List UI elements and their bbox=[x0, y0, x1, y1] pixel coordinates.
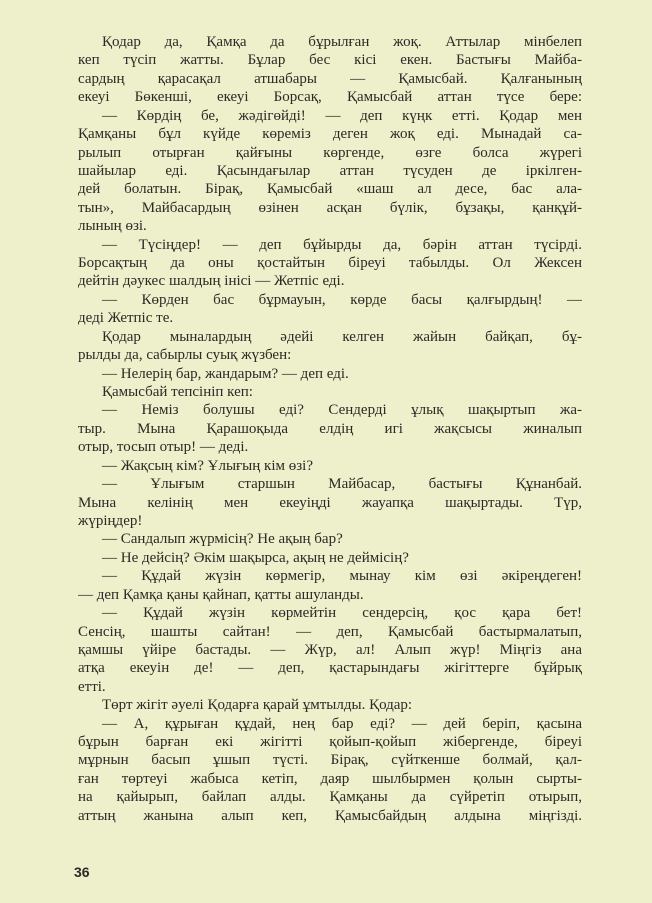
text-line: атқа екеуін де! — деп, қастарындағы жігіттерге бұйрық bbox=[78, 660, 582, 677]
text-line: рылып отырған қайғыны көргенде, өзге болса жүрегі bbox=[78, 144, 582, 161]
text-line: — Құдай жүзін көрмейтін сендерсің, қос қара бет! bbox=[102, 605, 582, 622]
text-line: — А, құрыған құдай, нең бар еді? — дей беріп, қасына bbox=[102, 715, 582, 732]
text-line: Борсақтың да оны қостайтын біреуі табылды. Ол Жексен bbox=[78, 255, 582, 272]
text-line: — Түсіңдер! — деп бұйырды да, бәрін аттан түсірді. bbox=[102, 236, 582, 253]
text-line: жүріңдер! bbox=[78, 512, 143, 529]
text-line: лының өзі. bbox=[78, 218, 147, 235]
text-line: дей болатын. Бірақ, Қамысбай «шаш ал десе, бас ала- bbox=[78, 181, 582, 198]
text-line: дейтін дәукес шалдың інісі — Жетпіс еді. bbox=[78, 273, 345, 290]
text-line: на қайырып, байлап алды. Қамқаны да сүйретіп отырып, bbox=[78, 789, 582, 806]
text-line: мұрнын басып ұшып түсті. Бірақ, сүйткенше болмай, қал- bbox=[78, 752, 582, 769]
text-line: тын», Майбасардың өзінен асқан бүлік, бұзақы, қанқұй- bbox=[78, 199, 582, 216]
page-number: 36 bbox=[74, 864, 90, 880]
text-line: — Көрден бас бұрмауын, көрде басы қалғырдың! — bbox=[102, 291, 582, 308]
text-line: ған төртеуі жабыса кетіп, даяр шылбырмен қолын сырты- bbox=[78, 770, 582, 787]
text-line: Қодар мыналардың әдейі келген жайын байқап, бұ- bbox=[102, 328, 582, 345]
text-line: отыр, тосып отыр! — деді. bbox=[78, 439, 249, 456]
text-line: — Не дейсің? Әкім шақырса, ақың не деймісің? bbox=[102, 549, 409, 566]
text-line: екеуі Бөкенші, екеуі Борсақ, Қамысбай аттан түсе бере: bbox=[78, 89, 582, 106]
text-line: деді Жетпіс те. bbox=[78, 310, 174, 327]
text-line: тыр. Мына Қарашоқыда елдің игі жақсысы жиналып bbox=[78, 420, 582, 437]
text-line: Сенсің, шашты сайтан! — деп, Қамысбай бастырмалатып, bbox=[78, 623, 582, 640]
text-line: — Ұлығым старшын Майбасар, бастығы Құнанбай. bbox=[102, 476, 582, 493]
page-body-text bbox=[78, 33, 582, 825]
text-line: Төрт жігіт әуелі Қодарға қарай ұмтылды. Қодар: bbox=[102, 697, 413, 714]
text-line: аттың жанына алып кеп, Қамысбайдың алдына міңгізді. bbox=[78, 807, 582, 824]
text-line: — Жақсың кім? Ұлығың кім өзі? bbox=[102, 457, 313, 474]
text-line: сардың қарасақал атшабары — Қамысбай. Қалғанының bbox=[78, 70, 582, 87]
text-line: — деп Қамқа қаны қайнап, қатты ашуланды. bbox=[78, 586, 364, 603]
text-line: рылды да, сабырлы суық жүзбен: bbox=[78, 347, 292, 364]
text-line: Қодар да, Қамқа да бұрылған жоқ. Аттылар мінбелеп bbox=[102, 34, 582, 50]
text-line: Мына келінің мен екеуіңді жауапқа шақыртады. Түр, bbox=[78, 494, 582, 511]
text-line: етті. bbox=[78, 678, 106, 695]
text-line: — Неміз болушы еді? Сендерді ұлық шақыртып жа- bbox=[102, 402, 582, 419]
text-line: Қамқаны бұл күйде көреміз деген жоқ еді. Мынадай са- bbox=[78, 126, 582, 143]
text-line: шайылар еді. Қасындағылар аттан түсуден де іркілген- bbox=[78, 162, 582, 179]
text-line: Қамысбай тепсініп кеп: bbox=[102, 384, 253, 401]
text-line: қамшы үйіре бастады. — Жүр, ал! Алып жүр! Міңгіз ана bbox=[78, 641, 582, 658]
text-line: кеп түсіп жатты. Бұлар бес кісі екен. Бастығы Майба- bbox=[78, 52, 582, 69]
text-line: — Сандалып жүрмісің? Не ақың бар? bbox=[102, 531, 343, 548]
text-line: — Құдай жүзін көрмегір, мынау кім өзі әкіреңдеген! bbox=[102, 568, 582, 585]
text-line: бұрын барған екі жігітті қойып-қойып жібергенде, біреуі bbox=[78, 734, 582, 751]
text-line: — Нелерің бар, жандарым? — деп еді. bbox=[102, 365, 349, 382]
text-line: — Көрдің бе, жәдігөйді! — деп күңк етті. Қодар мен bbox=[102, 107, 582, 124]
